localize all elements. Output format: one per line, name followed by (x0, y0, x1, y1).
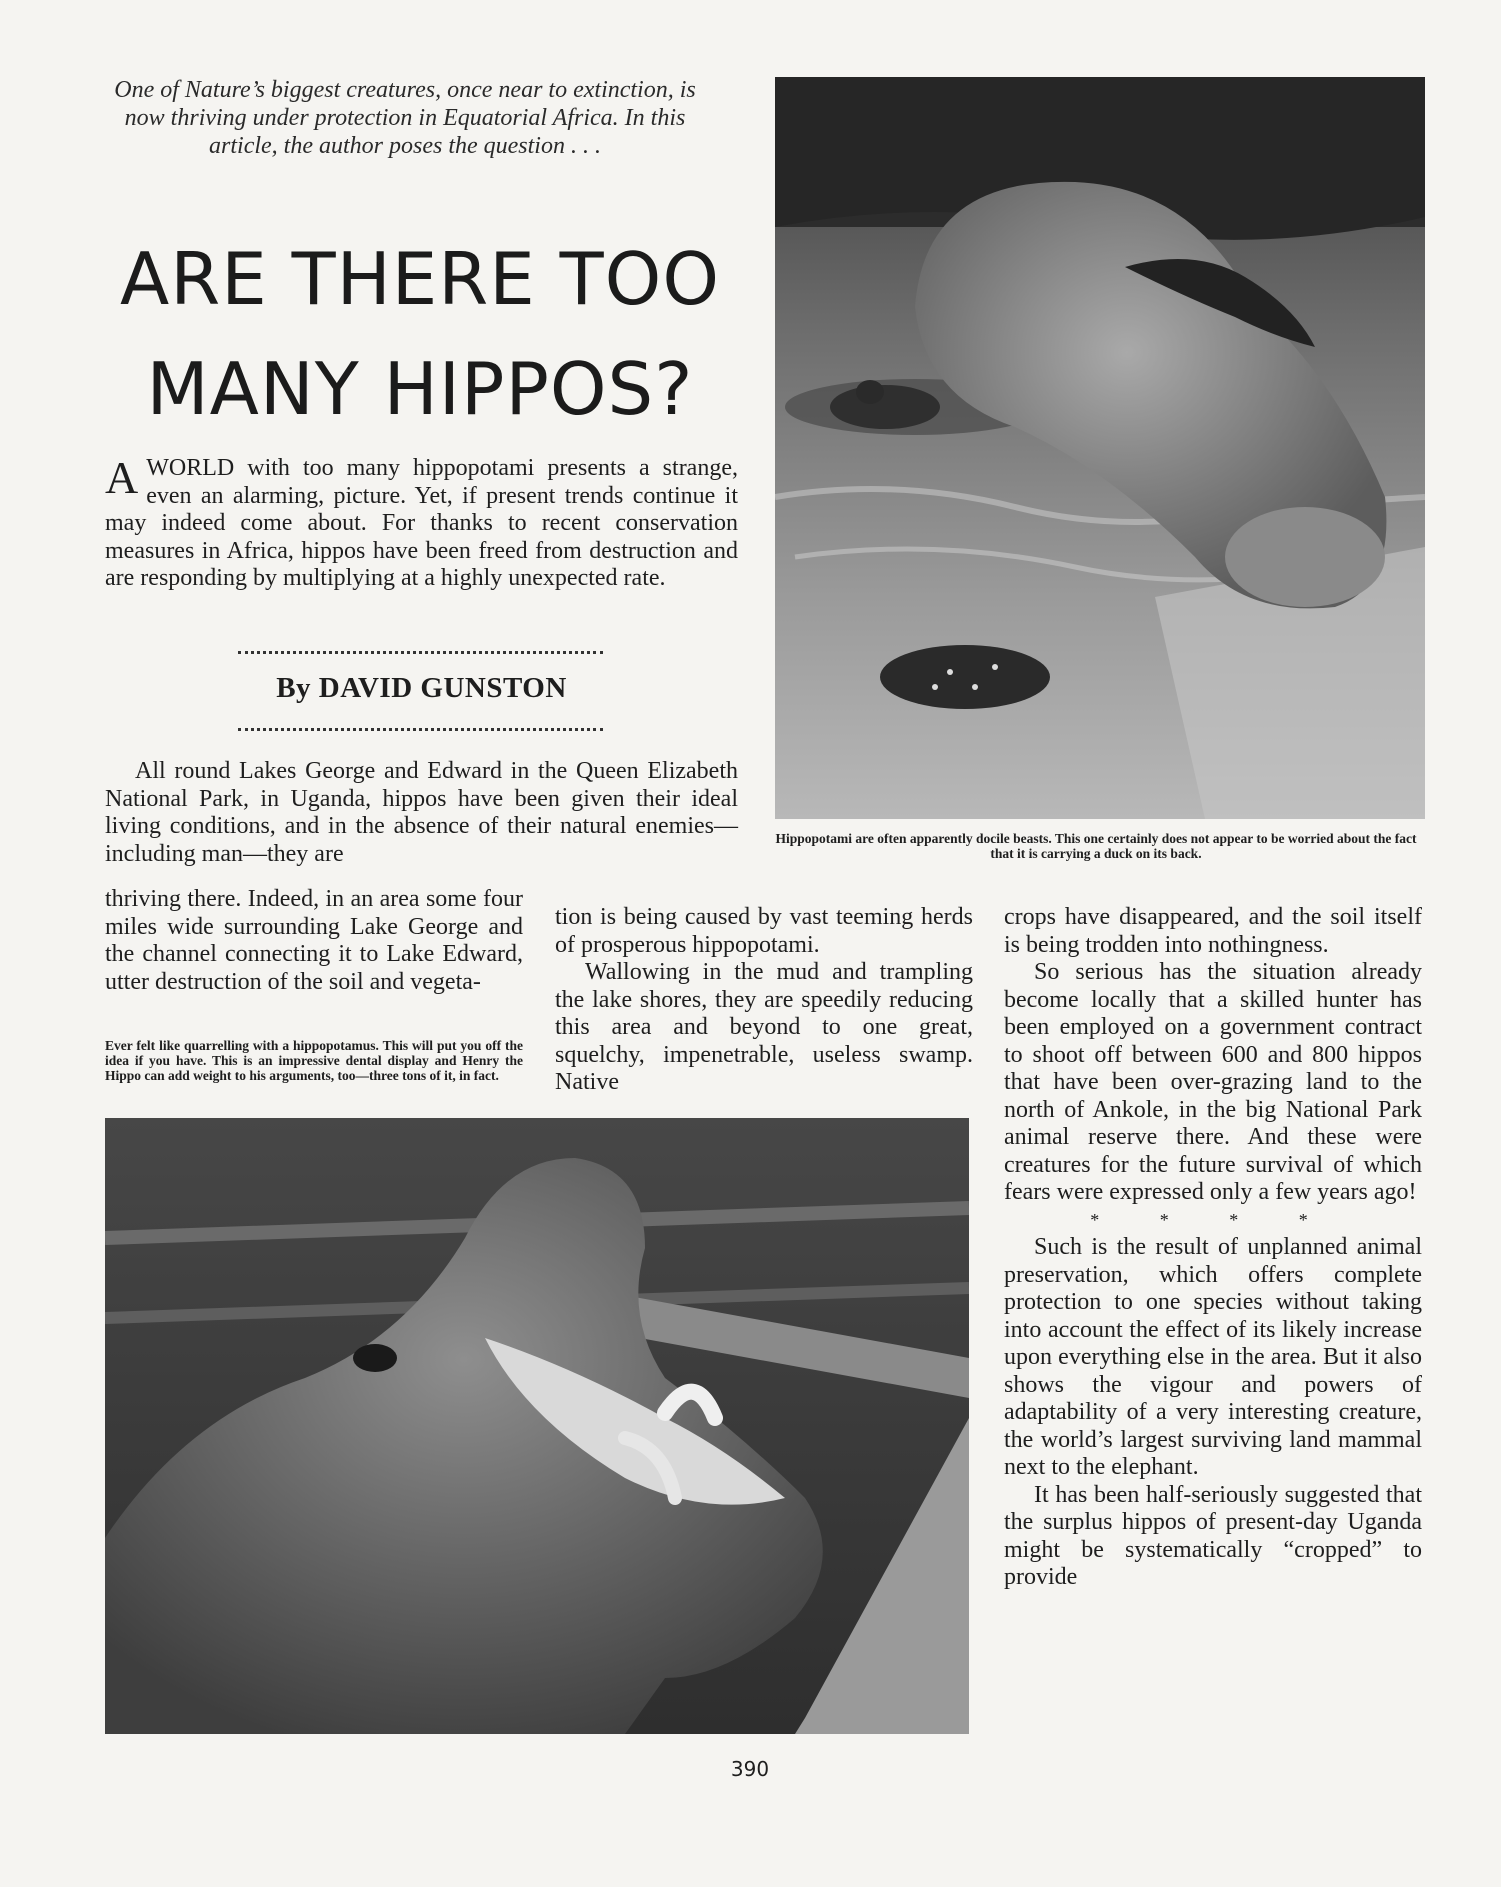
headline-line-1: ARE THERE TOO (119, 237, 720, 321)
photo-hippo-with-duck (775, 77, 1425, 819)
headline-line-2: MANY HIPPOS? (146, 347, 694, 431)
photo-caption-1: Hippopotami are often apparently docile beasts. This one certainly does not appear to be worried about the fact that it is carrying a duck on its back. (775, 831, 1417, 861)
dotted-rule-top (238, 651, 603, 654)
photo-caption-2: Ever felt like quarrelling with a hippopotamus. This will put you off the idea if you have. This is an impressive dental display and Henry the Hippo can add weight to his arguments, too—three tons of it, in fact. (105, 1038, 523, 1083)
column-b-paragraph-1: tion is being caused by vast teeming herds of prosperous hippopotami. (555, 904, 973, 958)
photo-hippo-open-mouth (105, 1118, 969, 1734)
intro-paragraph (105, 452, 738, 593)
column-c (1004, 904, 1422, 1592)
column-c-paragraph-2: So serious has the situation already become locally that a skilled hunter has been employed on a government contract to shoot off between 600 and 800 hippos that have been over-grazing land to the north of Ankole, in the big National Park animal reserve there. And these were creatures for the future survival of which fears were expressed only a few years ago! (1004, 959, 1422, 1205)
column-b (555, 904, 973, 1097)
column-c-paragraph-3: Such is the result of unplanned animal preservation, which offers complete protection to one species without taking into account the effect of its likely increase upon everything else in the area. But it also shows the vigour and powers of adaptability of a very interesting creature, the world’s largest surviving land mammal next to the elephant. (1004, 1234, 1422, 1480)
column-c-paragraph-4: It has been half-seriously suggested that the surplus hippos of present-day Uganda might be systematically “cropped” to provide (1004, 1481, 1422, 1590)
byline: By DAVID GUNSTON (276, 672, 567, 704)
column-a-text: thriving there. Indeed, in an area some four miles wide surrounding Lake George and the channel connecting it to Lake Edward, utter destruction of the soil and vegeta- (105, 886, 523, 995)
column-c-paragraph-1: crops have disappeared, and the soil itself is being trodden into nothingness. (1004, 904, 1422, 958)
drop-cap: A (105, 452, 139, 503)
page-number: 390 (730, 1757, 770, 1781)
dotted-rule-bottom (238, 728, 603, 731)
intro-text: WORLD with too many hippopotami presents a strange, even an alarming, picture. Yet, if present trends continue it may indeed come about. For thanks to recent conservation measures in Africa, hippos have been freed from destruction and are responding by multiplying at a highly unexpected rate. (105, 455, 738, 591)
standfirst: One of Nature’s biggest creatures, once near to extinction, is now thriving under protection in Equatorial Africa. In this article, the author poses the question . . . (114, 77, 696, 159)
headline (100, 224, 740, 444)
section-separator: * * * * (1090, 1209, 1336, 1230)
body-paragraph-1: All round Lakes George and Edward in the Queen Elizabeth National Park, in Uganda, hippos have been given their ideal living conditions, and in the absence of their natural enemies—including man—they are (105, 758, 738, 867)
column-b-paragraph-2: Wallowing in the mud and trampling the lake shores, they are speedily reducing this area and beyond to one great, squelchy, impenetrable, useless swamp. Native (555, 959, 973, 1095)
